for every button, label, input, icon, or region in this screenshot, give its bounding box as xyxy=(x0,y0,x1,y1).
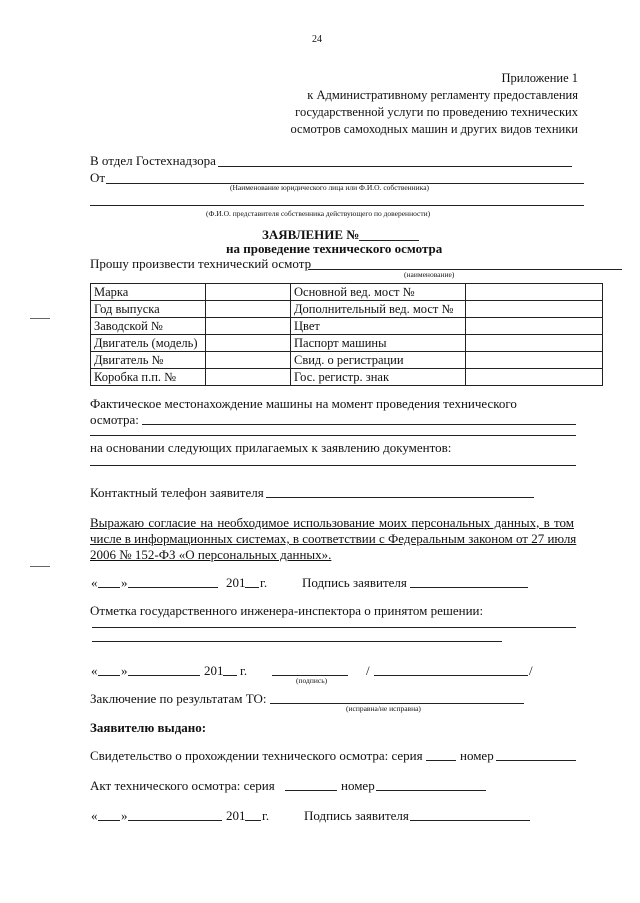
appendix-line: государственной услуги по проведению технических xyxy=(295,105,578,119)
table-label-cell: Двигатель (модель) xyxy=(91,335,206,352)
table-label-cell: Свид. о регистрации xyxy=(291,352,466,369)
from-caption: (Наименование юридического лица или Ф.И.О. собственника) xyxy=(230,183,430,192)
table-row xyxy=(91,284,603,301)
table-label-cell: Год выпуска xyxy=(91,301,206,318)
certificate-label: Свидетельство о прохождении технического осмотра: серия xyxy=(90,748,423,763)
date-year-line[interactable] xyxy=(245,587,259,588)
table-value-cell[interactable] xyxy=(206,301,291,318)
representative-field-line[interactable] xyxy=(90,205,584,206)
contact-phone-line[interactable] xyxy=(266,497,534,498)
table-value-cell[interactable] xyxy=(466,335,603,352)
table-row xyxy=(91,369,603,386)
certificate-number-label: номер xyxy=(460,748,494,763)
location-label: Фактическое местонахождение машины на момент проведения технического xyxy=(90,396,517,411)
inspector-field-line[interactable] xyxy=(92,627,576,628)
table-value-cell[interactable] xyxy=(466,369,603,386)
inspector-name-line[interactable] xyxy=(374,675,528,676)
inspector-field-line-2[interactable] xyxy=(92,641,502,642)
date-year-prefix: 201 xyxy=(226,575,246,590)
request-caption: (наименование) xyxy=(404,270,455,279)
date-year-line[interactable] xyxy=(223,675,237,676)
location-label-2: осмотра: xyxy=(90,412,139,427)
table-label-cell: Основной вед. мост № xyxy=(291,284,466,301)
table-value-cell[interactable] xyxy=(206,284,291,301)
date-day-line[interactable] xyxy=(98,587,120,588)
margin-mark xyxy=(30,318,50,319)
signature-caption: (подпись) xyxy=(296,676,328,685)
location-field-line-2[interactable] xyxy=(90,435,576,436)
signature-label: Подпись заявителя xyxy=(304,808,409,823)
request-field-line[interactable] xyxy=(308,269,622,270)
application-title: ЗАЯВЛЕНИЕ № xyxy=(262,227,360,242)
date-open-quote: « xyxy=(91,575,98,590)
table-value-cell[interactable] xyxy=(466,318,603,335)
consent-text-line: числе в информационных системах, в соответствии с Федеральным законом от 27 июля xyxy=(90,531,577,546)
date-year-prefix: 201 xyxy=(204,663,224,678)
consent-text-line: 2006 № 152-ФЗ «О персональных данных». xyxy=(90,547,332,562)
table-label-cell: Заводской № xyxy=(91,318,206,335)
date-open-quote: « xyxy=(91,663,98,678)
appendix-line: осмотров самоходных машин и других видов техники xyxy=(290,122,578,136)
date-day-line[interactable] xyxy=(98,675,120,676)
table-label-cell: Марка xyxy=(91,284,206,301)
date-close-quote: » xyxy=(121,808,128,823)
table-value-cell[interactable] xyxy=(466,284,603,301)
table-label-cell: Паспорт машины xyxy=(291,335,466,352)
table-value-cell[interactable] xyxy=(466,301,603,318)
act-series-line[interactable] xyxy=(285,790,337,791)
application-subtitle: на проведение технического осмотра xyxy=(226,241,443,256)
certificate-series-line[interactable] xyxy=(426,760,456,761)
to-label: В отдел Гостехнадзора xyxy=(90,153,216,168)
margin-mark xyxy=(30,566,50,567)
signature-line[interactable] xyxy=(410,587,528,588)
table-row xyxy=(91,318,603,335)
date-open-quote: « xyxy=(91,808,98,823)
table-label-cell: Двигатель № xyxy=(91,352,206,369)
to-field-line[interactable] xyxy=(218,166,572,167)
table-row xyxy=(91,301,603,318)
documents-field-line[interactable] xyxy=(90,465,576,466)
date-year-suffix: г. xyxy=(260,575,268,590)
table-label-cell: Цвет xyxy=(291,318,466,335)
table-value-cell[interactable] xyxy=(206,335,291,352)
date-month-line[interactable] xyxy=(128,675,200,676)
table-label-cell: Коробка п.п. № xyxy=(91,369,206,386)
table-row xyxy=(91,352,603,369)
contact-label: Контактный телефон заявителя xyxy=(90,485,264,500)
signature-line[interactable] xyxy=(410,820,530,821)
conclusion-label: Заключение по результатам ТО: xyxy=(90,691,267,706)
from-label: От xyxy=(90,170,106,185)
consent-text-line: Выражаю согласие на необходимое использование моих персональных данных, в том xyxy=(90,515,574,530)
representative-caption: (Ф.И.О. представителя собственника действующего по доверенности) xyxy=(206,209,431,218)
signature-label: Подпись заявителя xyxy=(302,575,407,590)
date-close-quote: » xyxy=(121,575,128,590)
appendix-line: к Административному регламенту предоставления xyxy=(307,88,578,102)
vehicle-table xyxy=(90,283,603,386)
table-value-cell[interactable] xyxy=(206,369,291,386)
table-value-cell[interactable] xyxy=(206,352,291,369)
date-year-suffix: г. xyxy=(240,663,248,678)
table-label-cell: Гос. регистр. знак xyxy=(291,369,466,386)
act-number-label: номер xyxy=(341,778,375,793)
date-year-line[interactable] xyxy=(245,820,261,821)
date-close-quote: » xyxy=(121,663,128,678)
page-number: 24 xyxy=(312,34,322,45)
documents-label: на основании следующих прилагаемых к заявлению документов: xyxy=(90,440,452,455)
act-number-line[interactable] xyxy=(376,790,486,791)
slash-right: / xyxy=(529,663,533,678)
issued-heading: Заявителю выдано: xyxy=(90,720,207,735)
act-label: Акт технического осмотра: серия xyxy=(90,778,275,793)
table-label-cell: Дополнительный вед. мост № xyxy=(291,301,466,318)
date-year-prefix: 201 xyxy=(226,808,246,823)
certificate-number-line[interactable] xyxy=(496,760,576,761)
request-label: Прошу произвести технический осмотр xyxy=(90,256,312,271)
date-month-line[interactable] xyxy=(128,587,218,588)
table-row xyxy=(91,335,603,352)
location-field-line[interactable] xyxy=(142,424,576,425)
slash-left: / xyxy=(366,663,370,678)
inspector-label: Отметка государственного инженера-инспектора о принятом решении: xyxy=(90,603,484,618)
appendix-block xyxy=(291,70,579,138)
date-month-line[interactable] xyxy=(128,820,222,821)
table-value-cell[interactable] xyxy=(206,318,291,335)
table-value-cell[interactable] xyxy=(466,352,603,369)
date-day-line[interactable] xyxy=(98,820,120,821)
appendix-line: Приложение 1 xyxy=(501,71,578,85)
date-year-suffix: г. xyxy=(262,808,270,823)
conclusion-caption: (исправна/не исправна) xyxy=(346,704,421,713)
